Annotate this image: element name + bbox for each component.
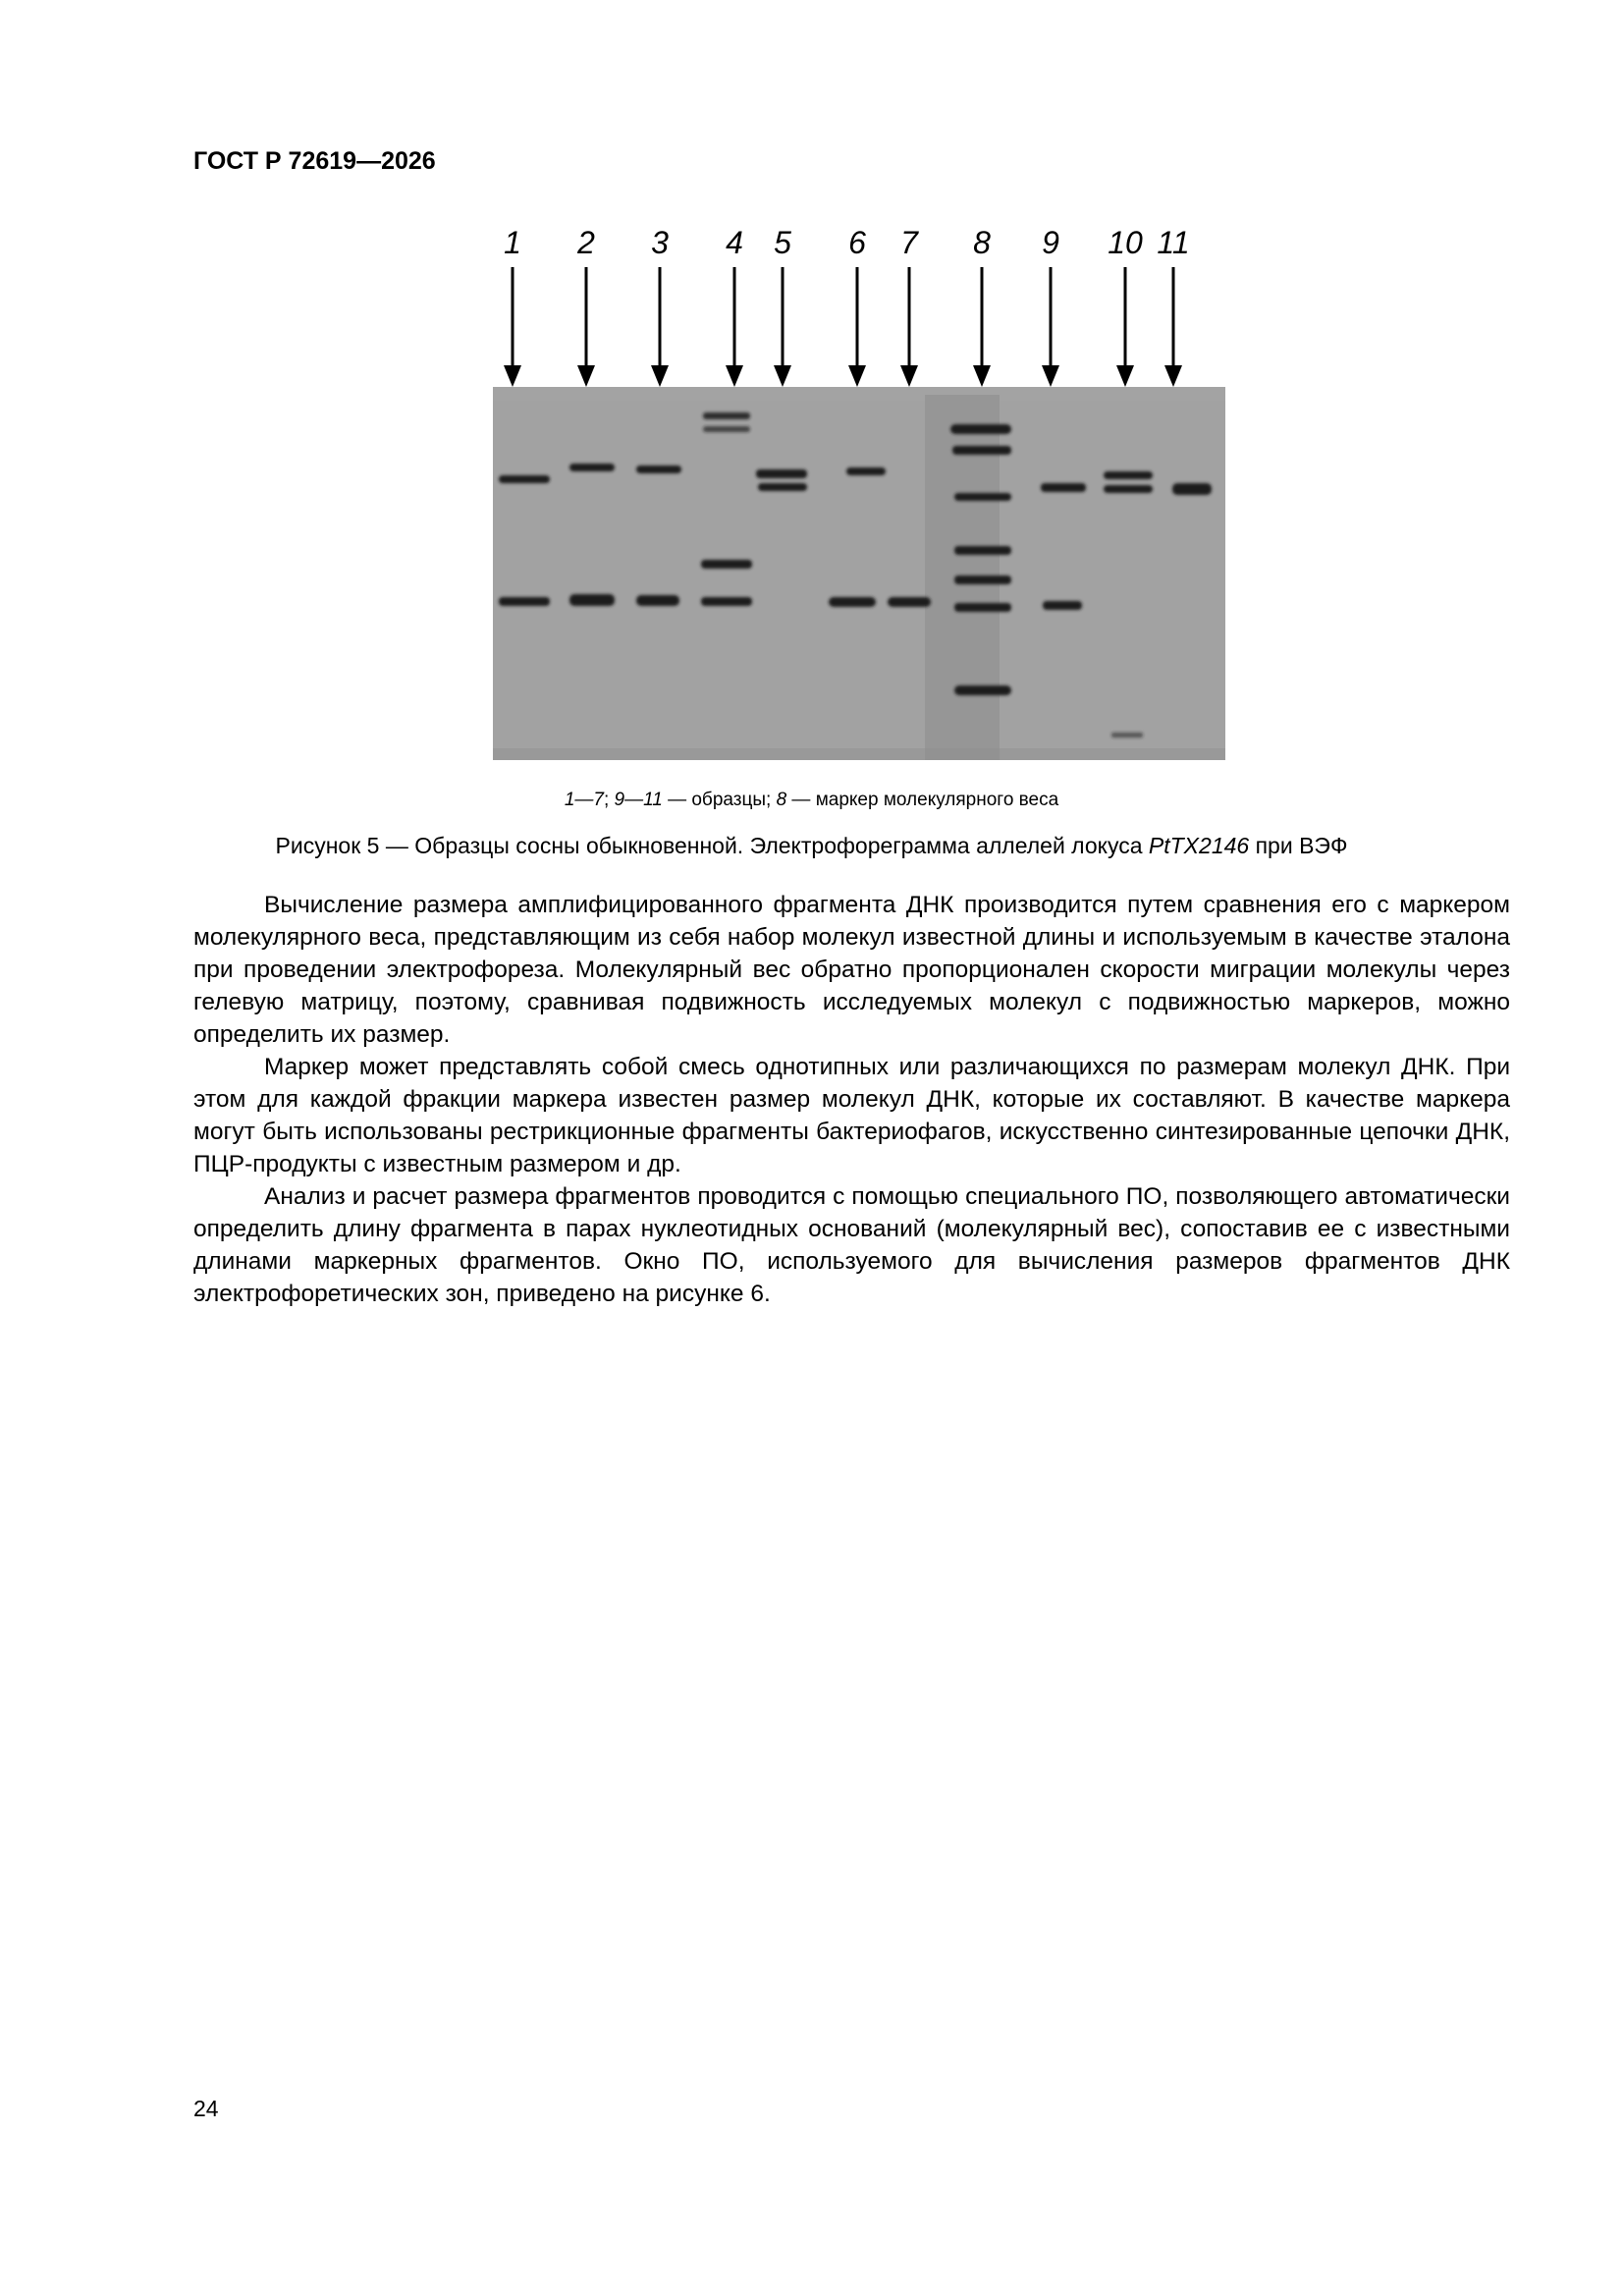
gel-band — [1172, 483, 1212, 495]
gel-band — [499, 475, 550, 483]
gel-band — [846, 467, 886, 475]
marker-band — [952, 446, 1011, 455]
gel-band — [888, 597, 931, 607]
marker-band — [954, 685, 1011, 695]
page-number: 24 — [193, 2096, 219, 2121]
paragraph: Маркер может представлять собой смесь однотипных или различающихся по размерам молекул ДНК. При этом для каждой фракции маркера известен размер молекул ДНК, которые их составляют. В качестве маркера могут быть использованы рестрикционные фрагменты бактериофагов, искусственно синтезированные цепочки ДНК, ПЦР-продукты с известным размером и др. — [193, 1054, 1510, 1177]
figure-legend — [0, 790, 1623, 811]
lane-arrow-head — [577, 365, 595, 387]
legend-range-samples-2: 9—11 — [614, 790, 663, 810]
lane-arrow-head — [1116, 365, 1134, 387]
gel-band — [636, 465, 681, 473]
lane-label: 3 — [651, 225, 669, 260]
lane-arrow-head — [726, 365, 743, 387]
lane-label: 10 — [1108, 225, 1143, 260]
gel-band — [569, 464, 615, 471]
marker-band — [954, 493, 1011, 501]
legend-samples-text: — образцы; — [662, 790, 777, 810]
legend-separator: ; — [603, 790, 615, 810]
marker-band — [954, 575, 1011, 584]
lane-label: 8 — [973, 225, 991, 260]
lane-arrow-head — [1164, 365, 1182, 387]
gel-band — [1111, 733, 1143, 738]
body-text — [193, 889, 1510, 1310]
gel-band — [701, 597, 752, 606]
lane-arrow-head — [848, 365, 866, 387]
lane-arrow-head — [1042, 365, 1059, 387]
lane-arrow-head — [774, 365, 791, 387]
lane-arrows — [504, 267, 1182, 387]
caption-suffix: при ВЭФ — [1249, 833, 1348, 858]
gel-band — [756, 469, 807, 478]
lane-label: 6 — [848, 225, 866, 260]
gel-band — [1104, 471, 1153, 479]
gel-band — [1041, 483, 1086, 492]
figure-caption — [0, 833, 1623, 859]
lane-arrow-head — [973, 365, 991, 387]
lane-label: 1 — [504, 225, 521, 260]
gel-band — [701, 560, 752, 569]
caption-locus: PtTX2146 — [1148, 833, 1250, 858]
gel-band — [569, 594, 615, 606]
marker-band — [950, 424, 1011, 434]
gel-band — [703, 426, 750, 432]
lane-label: 7 — [900, 225, 918, 260]
electrophoregram-figure — [471, 218, 1227, 768]
gel-band — [499, 597, 550, 606]
lane-arrow-head — [651, 365, 669, 387]
lane-arrow-head — [504, 365, 521, 387]
paragraph: Анализ и расчет размера фрагментов проводится с помощью специального ПО, позволяющего автоматически определить длину фрагмента в парах нуклеотидных оснований (молекулярный вес), сопоставив ее с известными длинами маркерных фрагментов. Окно ПО, используемого для вычисления размеров фрагментов ДНК электрофоретических зон, приведено на рисунке 6. — [193, 1183, 1510, 1307]
gel-band — [703, 412, 750, 419]
legend-marker-text: — маркер молекулярного веса — [786, 790, 1059, 810]
lane-label: 9 — [1042, 225, 1059, 260]
lane-label: 5 — [774, 225, 791, 260]
lane-arrow-head — [900, 365, 918, 387]
gel-band — [1043, 601, 1082, 610]
lane-label: 4 — [726, 225, 743, 260]
caption-prefix: Рисунок 5 — Образцы сосны обыкновенной. Электрофореграмма аллелей локуса — [275, 833, 1149, 858]
document-header: ГОСТ Р 72619—2026 — [193, 147, 436, 175]
gel-band — [758, 483, 807, 491]
marker-band — [954, 546, 1011, 555]
paragraph: Вычисление размера амплифицированного фрагмента ДНК производится путем сравнения его с маркером молекулярного веса, представляющим из себя набор молекул известной длины и используемым в качестве эталона при проведении электрофореза. Молекулярный вес обратно пропорционален скорости миграции молекулы через гелевую матрицу, поэтому, сравнивая подвижность исследуемых молекул с подвижностью маркеров, можно определить их размер. — [193, 892, 1510, 1048]
gel-band — [829, 597, 876, 607]
gel-band — [1104, 485, 1153, 493]
legend-range-samples-1: 1—7 — [564, 790, 604, 810]
legend-marker-number: 8 — [776, 790, 787, 810]
lane-numbers — [504, 225, 1190, 260]
lane-label: 2 — [577, 225, 595, 260]
lane-label: 11 — [1157, 225, 1190, 260]
marker-band — [954, 603, 1011, 612]
gel-band — [636, 595, 679, 606]
